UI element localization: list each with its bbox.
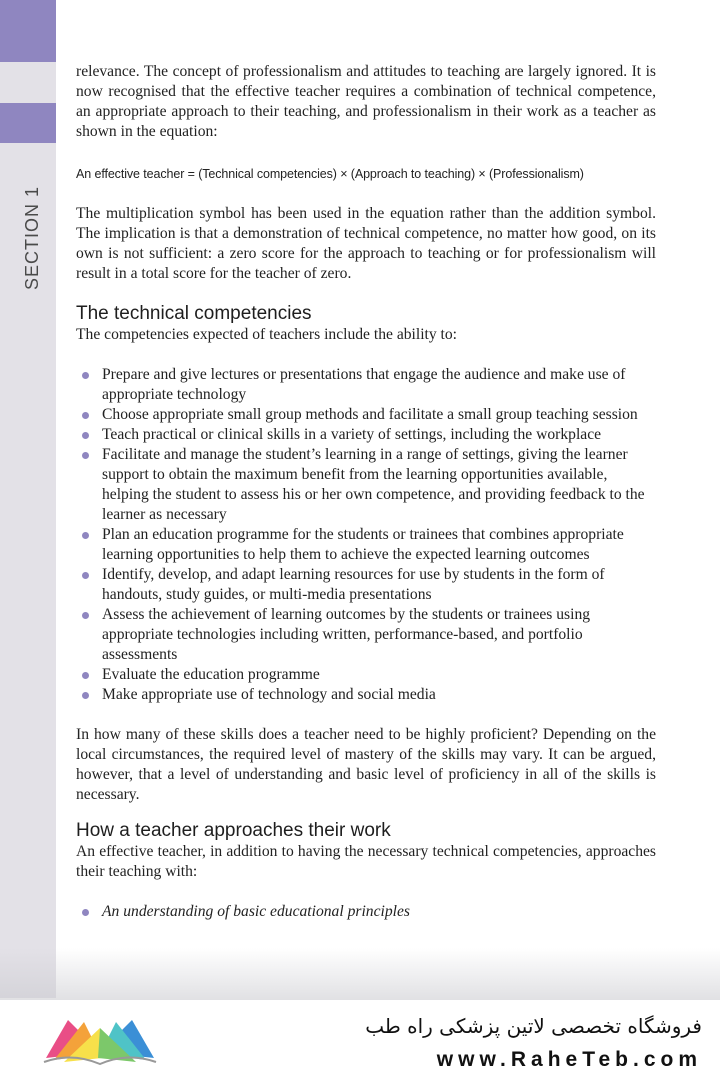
section-sidebar [0, 0, 56, 998]
bullet-icon [82, 412, 89, 419]
list-item [76, 405, 656, 425]
bullet-icon [82, 432, 89, 439]
proficiency-paragraph: In how many of these skills does a teacher need to be highly proficient? Depending on the local circumstances, the required level of mastery of the skills may vary. It can be argued, however, that a level of understanding and basic level of proficiency in all of the skills is necessary. [76, 726, 656, 803]
list-item [76, 902, 656, 922]
bullet-icon [82, 672, 89, 679]
explanation-paragraph: The multiplication symbol has been used in the equation rather than the addition symbol. The implication is that a demonstration of technical competence, no matter how good, on its own is not sufficient: a zero score for the approach to teaching or for professionalism will result in a total score for the teacher of zero. [76, 205, 656, 282]
competencies-list [76, 365, 656, 705]
competencies-lead: The competencies expected of teachers include the ability to: [76, 326, 458, 343]
list-item [76, 605, 656, 665]
store-name: فروشگاه تخصصی لاتین پزشکی راه طب [365, 1014, 702, 1038]
list-item-text: Plan an education programme for the students or trainees that combines appropriate learning opportunities to help them to achieve the expected learning outcomes [102, 526, 624, 563]
bullet-icon [82, 372, 89, 379]
sidebar-tab-marker [0, 103, 56, 143]
section-label: SECTION 1 [22, 185, 42, 290]
list-item [76, 365, 656, 405]
heading-technical-competencies: The technical competencies [76, 303, 312, 324]
approach-list [76, 902, 656, 922]
intro-paragraph: relevance. The concept of professionalism and attitudes to teaching are largely ignored. It is now recognised that the effective teacher requires a combination of technical competence, an appropriate approach to their teaching, and professionalism in their work as a teacher as shown in the equation: [76, 63, 656, 140]
bullet-icon [82, 909, 89, 916]
list-item-text: Prepare and give lectures or presentations that engage the audience and make use of appropriate technology [102, 366, 626, 403]
list-item [76, 565, 656, 605]
heading-teacher-approach: How a teacher approaches their work [76, 820, 391, 841]
list-item-text: Make appropriate use of technology and social media [102, 686, 436, 703]
page-bottom-shadow [0, 948, 720, 1000]
sidebar-tab-marker [0, 0, 56, 62]
store-url[interactable]: www.RaheTeb.com [436, 1048, 702, 1071]
list-item-text: Facilitate and manage the student’s learning in a range of settings, giving the learner support to obtain the maximum benefit from the learning opportunities available, helping the student to assess his or her own competence, and providing feedback to the learner as necessary [102, 446, 645, 523]
list-item-text: Identify, develop, and adapt learning resources for use by students in the form of handouts, study guides, or multi-media presentations [102, 566, 605, 603]
list-item [76, 525, 656, 565]
bullet-icon [82, 452, 89, 459]
list-item-text: Choose appropriate small group methods and facilitate a small group teaching session [102, 406, 638, 423]
list-item [76, 445, 656, 525]
list-item-text: Evaluate the education programme [102, 666, 320, 683]
list-item-text: Teach practical or clinical skills in a variety of settings, including the workplace [102, 426, 602, 443]
list-item-text: Assess the achievement of learning outcomes by the students or trainees using appropriate technologies including written, performance-based, and portfolio assessments [102, 606, 591, 663]
list-item [76, 665, 656, 685]
list-item [76, 685, 656, 705]
approach-lead: An effective teacher, in addition to having the necessary technical competencies, approaches their teaching with: [76, 843, 656, 880]
page-content [76, 62, 656, 922]
bullet-icon [82, 612, 89, 619]
list-item [76, 425, 656, 445]
open-book-icon [40, 1012, 160, 1068]
list-item-text: An understanding of basic educational principles [102, 903, 410, 920]
bullet-icon [82, 572, 89, 579]
bullet-icon [82, 692, 89, 699]
equation: An effective teacher = (Technical competencies) × (Approach to teaching) × (Professionalism) [76, 167, 584, 181]
bullet-icon [82, 532, 89, 539]
